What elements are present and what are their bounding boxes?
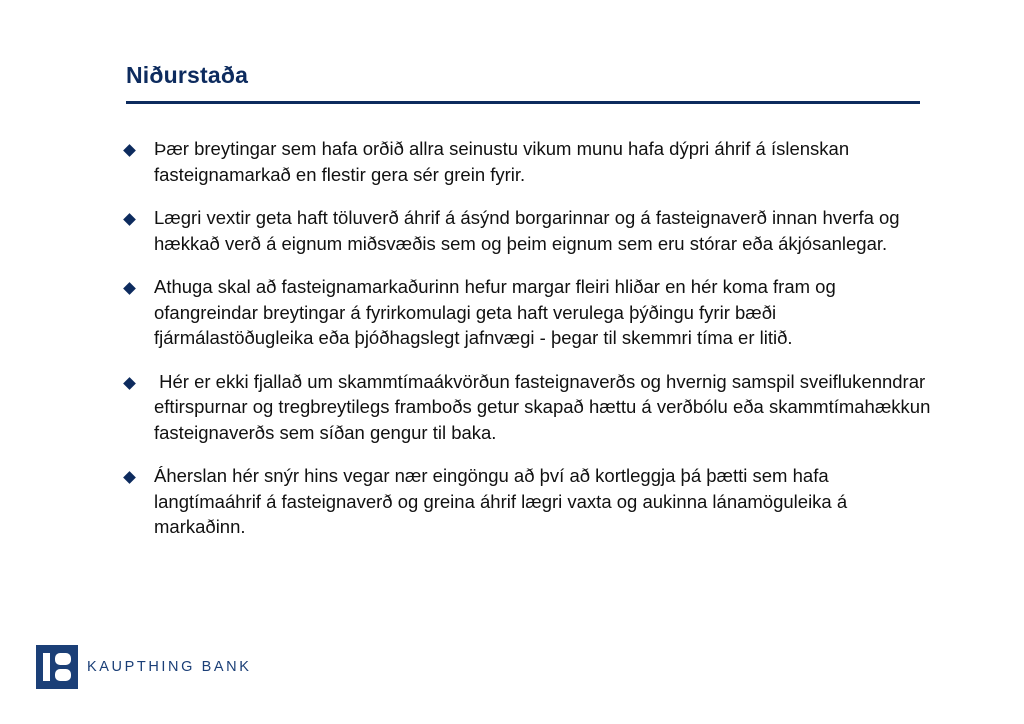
bullet-text: Lægri vextir geta haft töluverð áhrif á ásýnd borgarinnar og á fasteignaverð innan hverfa og hækkað verð á eignum miðsvæðis sem og þeim eignum sem eru stórar eða ákjósanlegar. bbox=[154, 207, 900, 254]
bullet-item bbox=[120, 463, 935, 540]
bullet-text: Athuga skal að fasteignamarkaðurinn hefur margar fleiri hliðar en hér koma fram og ofangreindar breytingar á fyrirkomulagi geta haft verulega þýðingu fyrir bæði fjármálastöðugleika eða þjóðhagslegt jafnvægi - þegar til skemmri tíma er litið. bbox=[154, 276, 836, 348]
kaupthing-logo bbox=[36, 645, 252, 689]
diamond-bullet-icon bbox=[123, 144, 136, 157]
slide-title: Niðurstaða bbox=[126, 62, 249, 88]
bullet-list bbox=[120, 136, 935, 558]
logo-text: KAUPTHING BANK bbox=[87, 659, 252, 675]
bullet-item bbox=[120, 369, 935, 446]
kaupthing-logo-icon bbox=[36, 645, 78, 689]
diamond-bullet-icon bbox=[123, 377, 136, 390]
bullet-item bbox=[120, 274, 935, 351]
title-divider bbox=[126, 101, 920, 104]
bullet-text: Áherslan hér snýr hins vegar nær eingöngu að því að kortleggja þá þætti sem hafa langtímaáhrif á fasteignaverð og greina áhrif lægri vaxta og aukinna lánamöguleika á markaðinn. bbox=[154, 465, 848, 537]
bullet-text: Hér er ekki fjallað um skammtímaákvörðun fasteignaverðs og hvernig samspil sveiflukenndrar eftirspurnar og tregbreytilegs framboðs getur skapað hættu á verðbólu eða skammtímahækkun fasteignaverðs sem síðan gengur til baka. bbox=[154, 370, 936, 443]
diamond-bullet-icon bbox=[123, 282, 136, 295]
diamond-bullet-icon bbox=[123, 471, 136, 484]
bullet-item bbox=[120, 205, 935, 256]
bullet-item bbox=[120, 136, 935, 187]
bullet-text: Þær breytingar sem hafa orðið allra seinustu vikum munu hafa dýpri áhrif á íslenskan fasteignamarkað en flestir gera sér grein fyrir. bbox=[154, 138, 850, 185]
diamond-bullet-icon bbox=[123, 213, 136, 226]
